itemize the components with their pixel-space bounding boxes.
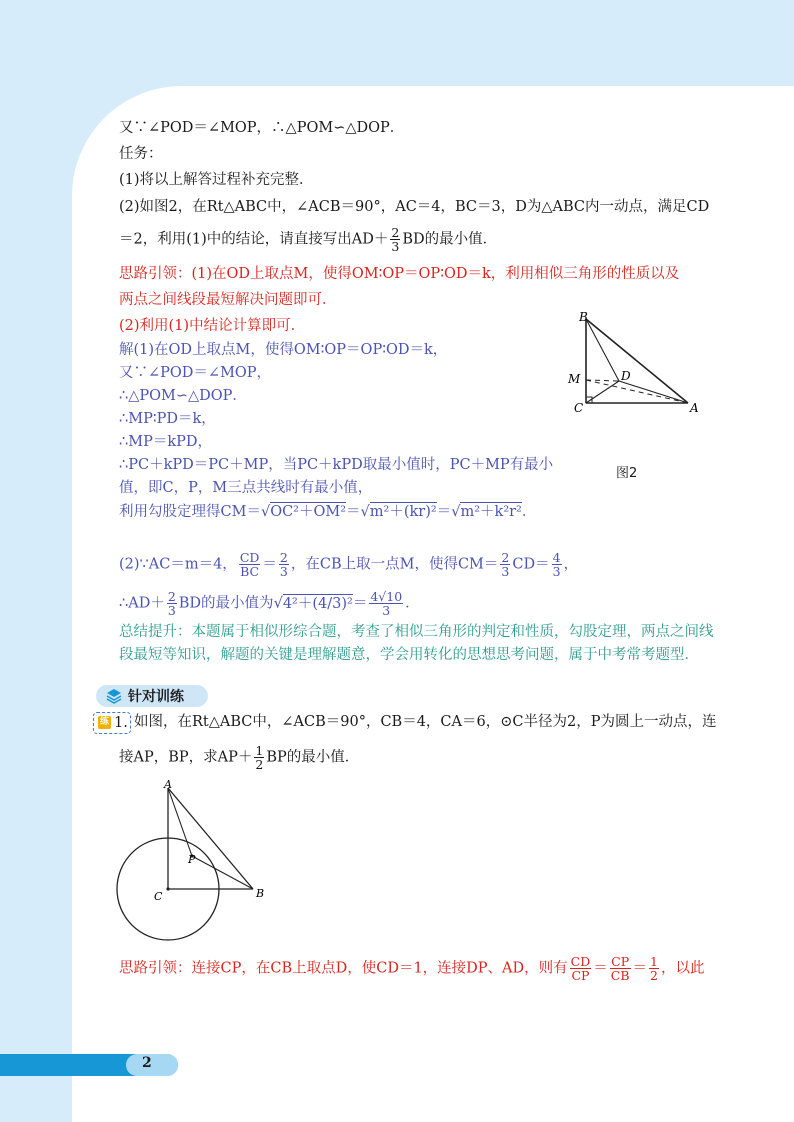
task-label: 任务： — [119, 146, 163, 162]
fraction: $\frac{2}{3}$ — [279, 550, 288, 579]
segment-DA — [619, 381, 688, 403]
layers-icon — [106, 688, 122, 704]
question-figure — [108, 776, 278, 944]
segment-AP — [168, 788, 192, 856]
page-number: 2 — [142, 1055, 152, 1071]
practice-icon: 练 — [99, 717, 109, 727]
segment-BD — [586, 319, 619, 381]
fraction: $\frac{4√10}{3}$ — [370, 589, 403, 618]
label-C: C — [154, 890, 163, 903]
fraction: $\frac{CP}{CB}$ — [610, 954, 630, 983]
figure-2 — [560, 308, 710, 478]
section-heading — [96, 685, 208, 707]
segment-PB — [192, 856, 253, 889]
task-1: (1)将以上解答过程补充完整． — [119, 172, 314, 188]
edge-AB — [586, 319, 688, 403]
solution-line-9: (2)∵AC＝m＝4， $\frac{CD}{BC}$ ＝ $\frac{2}{3}$ ，在CB上取一点M，使得CM＝ $\frac{2}{3}$ CD＝ $\frac{4}{3}$ ， — [119, 550, 579, 579]
task-2-line-1: (2)如图2，在Rt△ABC中，∠ACB＝90°，AC＝4，BC＝3，D为△ABC内一动点，满足CD — [119, 199, 710, 215]
hint-line-2: 两点之间线段最短解决问题即可． — [119, 292, 337, 308]
figure-2-caption: 图2 — [616, 466, 638, 481]
point-C — [166, 887, 169, 890]
label-B: B — [579, 310, 588, 324]
summary-line-1: 总结提升：本题属于相似形综合题，考查了相似三角形的判定和性质，勾股定理，两点之间线 — [119, 624, 714, 640]
solution-line-3: ∴△POM∽△DOP． — [119, 388, 247, 404]
solution-line-8: 利用勾股定理得CM＝√OC²＋OM²＝√m²＋(kr)²＝√m²＋k²r²． — [119, 504, 537, 520]
edge-AB — [168, 788, 253, 889]
question-badge — [93, 712, 131, 734]
fraction: $\frac{1}{2}$ — [255, 743, 264, 772]
fraction: $\frac{4}{3}$ — [552, 550, 561, 579]
label-P: P — [188, 853, 196, 866]
solution-line-10: ∴AD＋ $\frac{2}{3}$ BD的最小值为√4²＋(4/3)²＝ $\frac{4√10}{3}$ ． — [119, 589, 420, 618]
label-C: C — [574, 401, 584, 415]
page-number-pill — [126, 1054, 178, 1076]
question-line-1: 如图，在Rt△ABC中，∠ACB＝90°，CB＝4，CA＝6，⊙C半径为2，P为圆上一动点，连 — [134, 714, 717, 730]
fraction: $\frac{CD}{CP}$ — [570, 954, 591, 983]
question-number: 1. — [114, 715, 128, 731]
hint-2-line: 思路引领：连接CP，在CB上取点D，使CD＝1，连接DP、AD，则有 $\frac{CD}{CP}$ ＝ $\frac{CP}{CB}$ ＝ $\frac{1}{2}$ ，以此 — [119, 954, 705, 983]
solution-line-7: 值，即C，P，M三点共线时有最小值， — [119, 480, 373, 496]
segment-MD — [586, 380, 619, 381]
question-line-2: 接AP，BP，求AP＋ $\frac{1}{2}$ BP的最小值． — [119, 743, 360, 772]
summary-line-2: 段最短等知识，解题的关键是理解题意，学会用转化的思想思考问题，属于中考常考题型． — [119, 647, 699, 663]
label-B: B — [256, 887, 265, 900]
label-A: A — [690, 401, 699, 415]
section-title: 针对训练 — [128, 689, 184, 705]
fraction: $\frac{CD}{BC}$ — [239, 550, 260, 579]
hint-line-1: 思路引领：(1)在OD上取点M，使得OM∶OP＝OP∶OD＝k，利用相似三角形的性质以及 — [119, 266, 680, 282]
solution-line-4: ∴MP∶PD＝k， — [119, 411, 216, 427]
fraction: $\frac{2}{3}$ — [391, 225, 400, 254]
text-line-similar: 又∵∠POD＝∠MOP，∴△POM∽△DOP． — [119, 120, 405, 136]
fraction: $\frac{2}{3}$ — [167, 589, 176, 618]
label-D: D — [621, 369, 631, 383]
fraction: $\frac{2}{3}$ — [501, 550, 510, 579]
solution-line-1: 解(1)在OD上取点M，使得OM∶OP＝OP∶OD＝k， — [119, 342, 448, 358]
task-2-line-2: ＝2，利用(1)中的结论，请直接写出AD＋ $\frac{2}{3}$ BD的最小值． — [119, 225, 498, 254]
label-M: M — [568, 372, 581, 386]
fraction: $\frac{1}{2}$ — [650, 954, 658, 983]
solution-line-5: ∴MP＝kPD， — [119, 434, 212, 450]
label-A: A — [164, 778, 172, 791]
solution-line-6: ∴PC＋kPD＝PC＋MP，当PC＋kPD取最小值时，PC＋MP有最小 — [119, 457, 554, 473]
segment-MA — [586, 380, 688, 403]
segment-CD — [586, 381, 619, 403]
solution-line-2: 又∵∠POD＝∠MOP， — [119, 365, 272, 381]
hint-line-3: (2)利用(1)中结论计算即可． — [119, 318, 306, 334]
